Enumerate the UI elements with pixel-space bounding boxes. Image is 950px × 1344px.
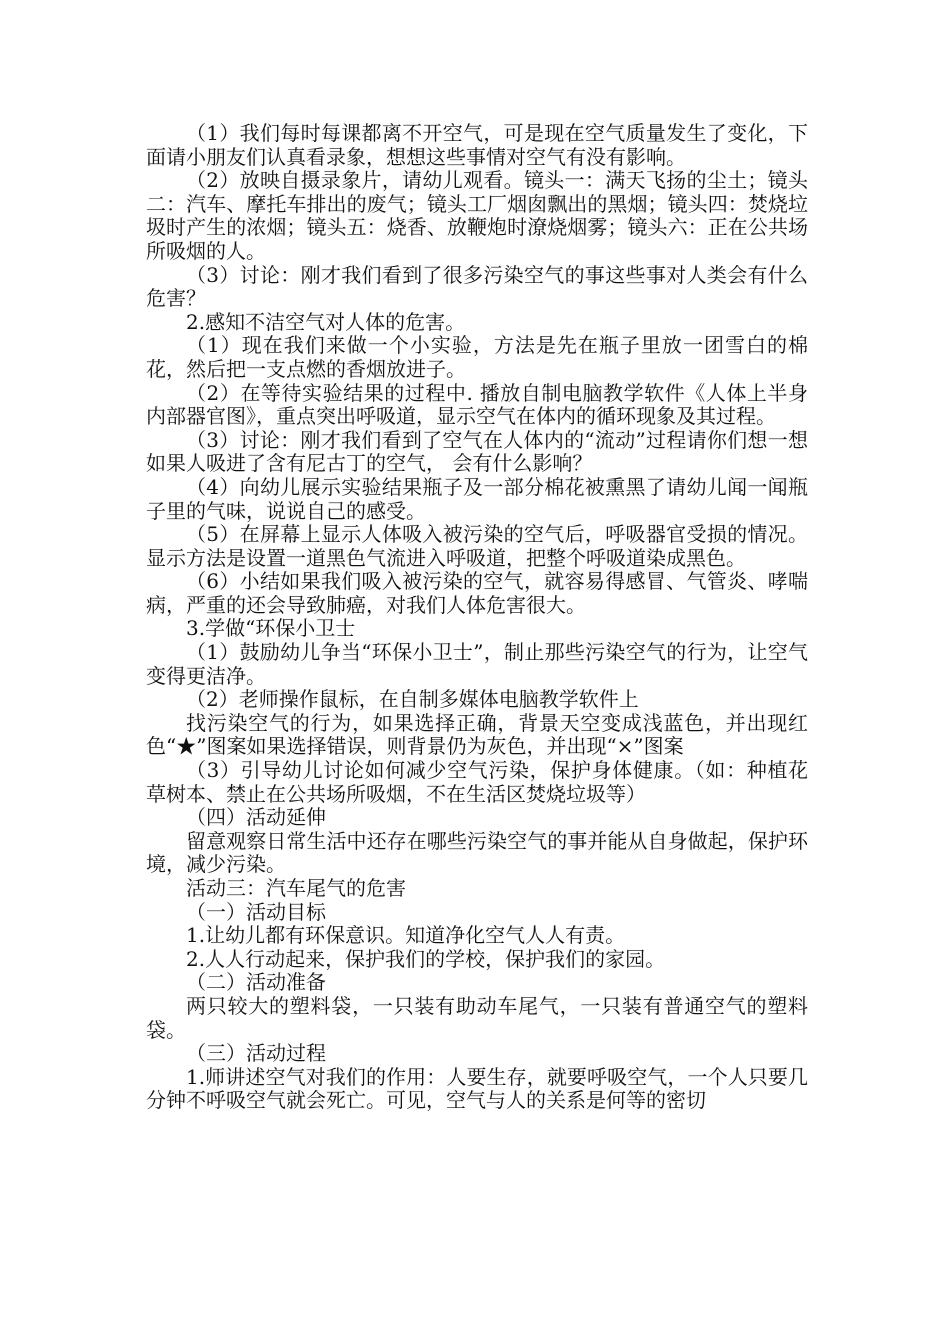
paragraph: （1）鼓励幼儿争当“环保小卫士”，制止那些污染空气的行为，让空气变得更洁净。 [146, 640, 808, 688]
paragraph: （4）向幼儿展示实验结果瓶子及一部分棉花被熏黑了请幼儿闻一闻瓶子里的气味，说说自己的感受。 [146, 474, 808, 523]
paragraph: 找污染空气的行为，如果选择正确，背景天空变成浅蓝色，并出现红色“★”图案如果选择错误，则背景仍为灰色，并出现“×”图案 [146, 710, 808, 759]
paragraph: （2）放映自摄录象片，请幼儿观看。镜头一：满天飞扬的尘土；镜头二：汽车、摩托车排出的废气；镜头工厂烟囱飘出的黑烟；镜头四：焚烧垃圾时产生的浓烟；镜头五：烧香、放鞭炮时潦烧烟雾；镜头六：正在公共场所吸烟的人。 [146, 168, 808, 263]
paragraph: （6）小结如果我们吸入被污染的空气，就容易得感冒、气管炎、哮喘病，严重的还会导致肺癌，对我们人体危害很大。 [146, 569, 808, 617]
paragraph: （5）在屏幕上显示人体吸入被污染的空气后，呼吸器官受损的情况。显示方法是设置一道黑色气流进入呼吸道，把整个呼吸道染成黑色。 [146, 522, 808, 570]
paragraph: （3）引导幼儿讨论如何减少空气污染，保护身体健康。（如：种植花草树本、禁止在公共场所吸烟，不在生活区焚烧垃圾等） [146, 758, 808, 806]
paragraph: 3.学做“环保小卫士 [186, 616, 356, 641]
paragraph: 1.让幼儿都有环保意识。知道净化空气人人有责。 [186, 923, 626, 948]
paragraph: （3）讨论：刚才我们看到了很多污染空气的事这些事对人类会有什么危害？ [146, 262, 808, 311]
paragraph: 2.人人行动起来，保护我们的学校，保护我们的家园。 [186, 946, 666, 971]
paragraph: （2）老师操作鼠标，在自制多媒体电脑教学软件上 [186, 687, 639, 712]
paragraph: （3）讨论：刚才我们看到了空气在人体内的“流动”过程请你们想一想如果人吸进了含有尼古丁的空气， 会有什么影响？ [146, 427, 808, 476]
paragraph: 活动三：汽车尾气的危害 [186, 876, 406, 900]
paragraph: 1.师讲述空气对我们的作用：人要生存，就要呼吸空气，一个人只要几分钟不呼吸空气就会死亡。可见，空气与人的关系是何等的密切 [146, 1064, 808, 1113]
paragraph: 两只较大的塑料袋，一只装有助动车尾气，一只装有普通空气的塑料袋。 [146, 993, 808, 1042]
paragraph: （1）现在我们来做一个小实验，方法是先在瓶子里放一团雪白的棉花，然后把一支点燃的香烟放进子。 [146, 333, 808, 381]
paragraph: （2）在等待实验结果的过程中. 播放自制电脑教学软件《人体上半身内部器官图》，重点突出呼吸道，显示空气在体内的循环现象及其过程。 [146, 380, 808, 429]
paragraph: 2.感知不洁空气对人体的危害。 [186, 309, 466, 334]
document-body [146, 122, 808, 1113]
paragraph: （三）活动过程 [186, 1041, 326, 1066]
paragraph: （四）活动延伸 [186, 805, 326, 830]
paragraph: （二）活动准备 [186, 970, 326, 995]
paragraph: （1）我们每时每课都离不开空气，可是现在空气质量发生了变化，下面请小朋友们认真看录象，想想这些事情对空气有没有影响。 [146, 121, 808, 169]
paragraph: （一）活动目标 [186, 899, 326, 924]
paragraph: 留意观察日常生活中还存在哪些污染空气的事并能从自身做起，保护环境，减少污染。 [146, 828, 808, 877]
